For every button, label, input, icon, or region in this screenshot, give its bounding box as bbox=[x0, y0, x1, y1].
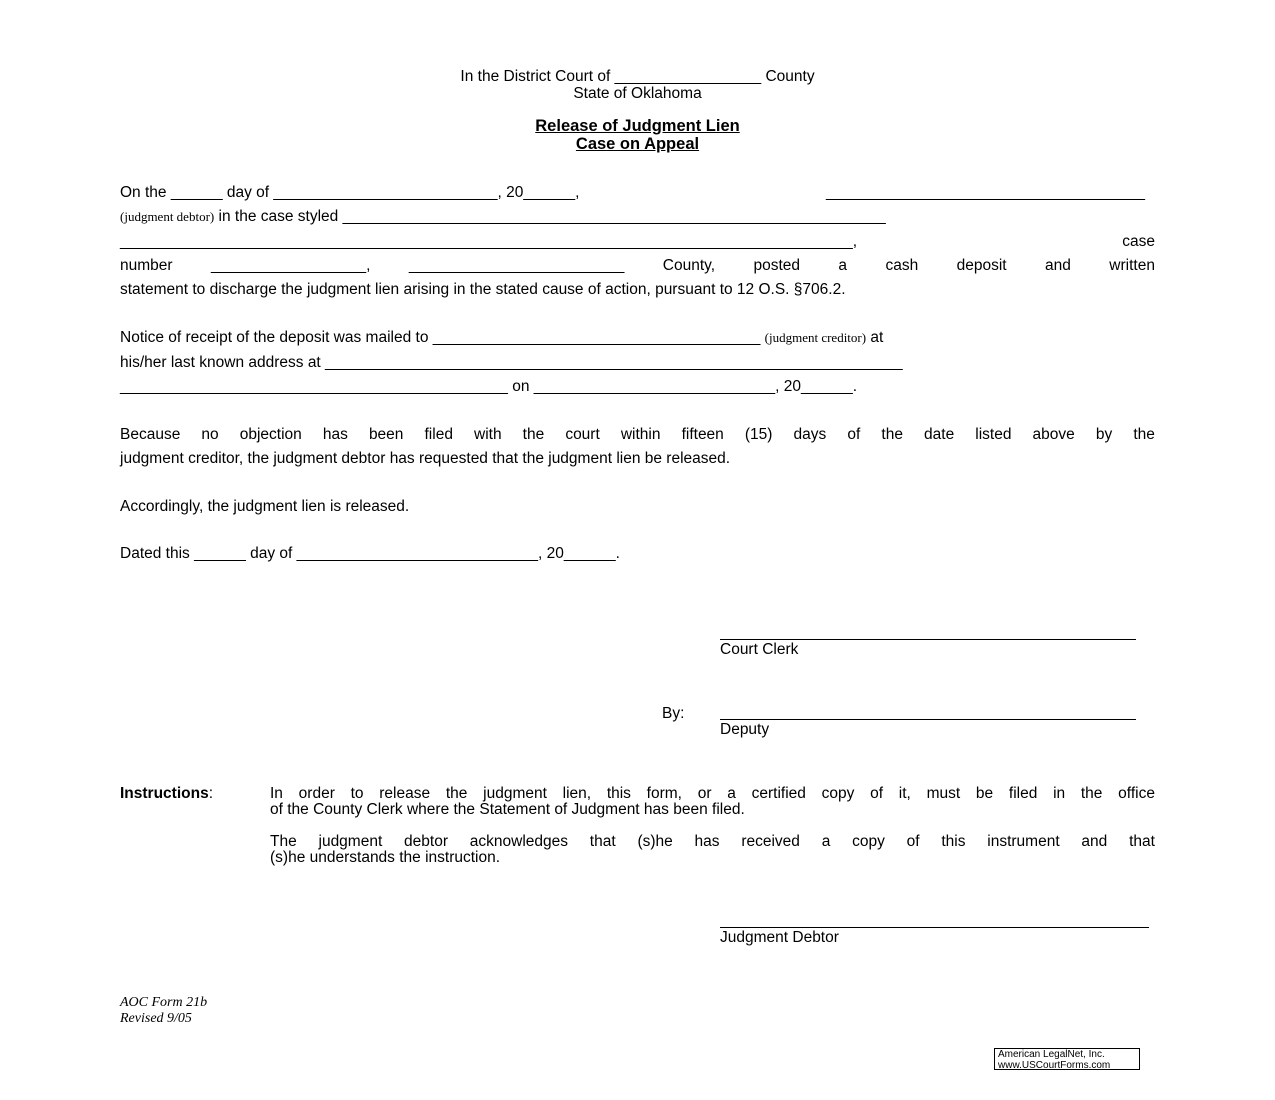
judgment-debtor-label: (judgment debtor) bbox=[120, 209, 215, 224]
w: within bbox=[620, 426, 661, 443]
para1-line4 bbox=[120, 257, 1155, 275]
w: a bbox=[727, 785, 736, 802]
w: written bbox=[1109, 257, 1155, 274]
w: form, bbox=[646, 785, 682, 802]
w: it, bbox=[898, 785, 911, 802]
w: and bbox=[1081, 833, 1108, 850]
w: has bbox=[322, 426, 348, 443]
judgment-creditor-label: (judgment creditor) bbox=[764, 330, 867, 345]
w: the bbox=[881, 426, 903, 443]
w: (s)he bbox=[637, 833, 673, 850]
w: court bbox=[565, 426, 600, 443]
w: instrument bbox=[987, 833, 1060, 850]
judgment-debtor-signature-line bbox=[720, 927, 1149, 928]
w: of bbox=[906, 833, 920, 850]
para3-line1 bbox=[120, 426, 1155, 444]
w: judgment bbox=[318, 833, 383, 850]
w: by bbox=[1095, 426, 1113, 443]
w: in bbox=[1053, 785, 1066, 802]
instructions-text1-line2: of the County Clerk where the Statement of Judgment has been filed. bbox=[270, 801, 745, 818]
court-clerk-label: Court Clerk bbox=[720, 641, 799, 658]
para1-line3-b: case bbox=[1122, 233, 1155, 250]
w: the bbox=[1133, 426, 1155, 443]
w: fifteen bbox=[681, 426, 724, 443]
w: no bbox=[201, 426, 219, 443]
document-subtitle: Case on Appeal bbox=[575, 135, 700, 153]
w: office bbox=[1118, 785, 1155, 802]
w: of bbox=[870, 785, 884, 802]
w: date bbox=[924, 426, 955, 443]
release-statement: Accordingly, the judgment lien is released. bbox=[120, 498, 410, 515]
w: the bbox=[445, 785, 468, 802]
publisher-name: American LegalNet, Inc. bbox=[998, 1049, 1105, 1060]
w: certified bbox=[751, 785, 806, 802]
w: filed bbox=[424, 426, 453, 443]
w: copy bbox=[852, 833, 885, 850]
deputy-signature-line bbox=[720, 719, 1136, 720]
w: order bbox=[298, 785, 335, 802]
instructions-colon: : bbox=[208, 785, 214, 802]
w: be bbox=[975, 785, 994, 802]
w: that bbox=[1129, 833, 1155, 850]
w: lien, bbox=[562, 785, 592, 802]
w: received bbox=[741, 833, 800, 850]
w: a bbox=[821, 833, 831, 850]
para1-line2-rest: in the case styled _______________________________________________________________ bbox=[214, 208, 886, 225]
para1-line1-a: On the ______ day of __________________________, 20______, bbox=[120, 184, 580, 201]
w: has bbox=[694, 833, 720, 850]
w: days bbox=[793, 426, 827, 443]
w: release bbox=[379, 785, 431, 802]
w: number bbox=[120, 257, 173, 274]
w: been bbox=[368, 426, 404, 443]
w: this bbox=[941, 833, 966, 850]
w: _________________________ bbox=[408, 257, 625, 274]
w: and bbox=[1045, 257, 1071, 274]
para2-line1 bbox=[120, 329, 883, 347]
para1-line3 bbox=[120, 233, 1155, 251]
w: cash bbox=[885, 257, 919, 274]
w: with bbox=[474, 426, 502, 443]
document-title: Release of Judgment Lien bbox=[535, 117, 740, 135]
w: or bbox=[697, 785, 712, 802]
instructions-heading: Instructions bbox=[120, 785, 209, 802]
dated-line: Dated this ______ day of ____________________________, 20______. bbox=[120, 545, 620, 562]
para1-line2 bbox=[120, 208, 886, 226]
w: the bbox=[522, 426, 545, 443]
w: to bbox=[350, 785, 364, 802]
state-line: State of Oklahoma bbox=[573, 85, 702, 102]
w: The bbox=[270, 833, 297, 850]
para1-line1 bbox=[120, 184, 1145, 202]
w: deposit bbox=[956, 257, 1007, 274]
w: a bbox=[838, 257, 848, 274]
w: of bbox=[847, 426, 861, 443]
w: this bbox=[606, 785, 631, 802]
w: copy bbox=[821, 785, 855, 802]
w: In bbox=[270, 785, 283, 802]
instructions-text2-line2: (s)he understands the instruction. bbox=[270, 849, 501, 866]
by-label: By: bbox=[662, 705, 685, 722]
court-clerk-signature-line bbox=[720, 639, 1136, 640]
judgment-debtor-label: Judgment Debtor bbox=[720, 929, 839, 946]
w: Because bbox=[120, 426, 181, 443]
deputy-label: Deputy bbox=[720, 721, 770, 738]
para3-line2: judgment creditor, the judgment debtor has requested that the judgment lien be released. bbox=[120, 450, 731, 467]
para2-line2: his/her last known address at ___________________________________________________________________ bbox=[120, 354, 903, 371]
w: debtor bbox=[404, 833, 448, 850]
revision-date: Revised 9/05 bbox=[120, 1011, 192, 1026]
w: filed bbox=[1008, 785, 1038, 802]
para2-line1-pre: Notice of receipt of the deposit was mailed to ______________________________________ bbox=[120, 329, 765, 346]
w: __________________, bbox=[210, 257, 371, 274]
form-number: AOC Form 21b bbox=[120, 995, 208, 1010]
w: must bbox=[926, 785, 961, 802]
w: judgment bbox=[483, 785, 547, 802]
instructions-label bbox=[120, 785, 213, 803]
para2-line1-post: at bbox=[866, 329, 884, 346]
para1-line3-a: _____________________________________________________________________________________, bbox=[120, 233, 858, 250]
w: listed bbox=[975, 426, 1012, 443]
w: the bbox=[1080, 785, 1103, 802]
publisher-url: www.USCourtForms.com bbox=[998, 1059, 1111, 1071]
w: acknowledges bbox=[469, 833, 569, 850]
para1-line1-b: _____________________________________ bbox=[826, 184, 1145, 201]
w: County, bbox=[662, 257, 716, 274]
w: that bbox=[589, 833, 616, 850]
w: (15) bbox=[744, 426, 773, 443]
para2-line3: _____________________________________________ on ____________________________, 20______. bbox=[120, 378, 858, 395]
w: above bbox=[1032, 426, 1075, 443]
w: objection bbox=[239, 426, 302, 443]
publisher-badge bbox=[994, 1048, 1140, 1070]
para1-line5: statement to discharge the judgment lien arising in the stated cause of action, pursuant to 12 O.S. §706.2. bbox=[120, 281, 846, 298]
court-header-line: In the District Court of _________________ County bbox=[460, 68, 815, 85]
w: posted bbox=[753, 257, 801, 274]
